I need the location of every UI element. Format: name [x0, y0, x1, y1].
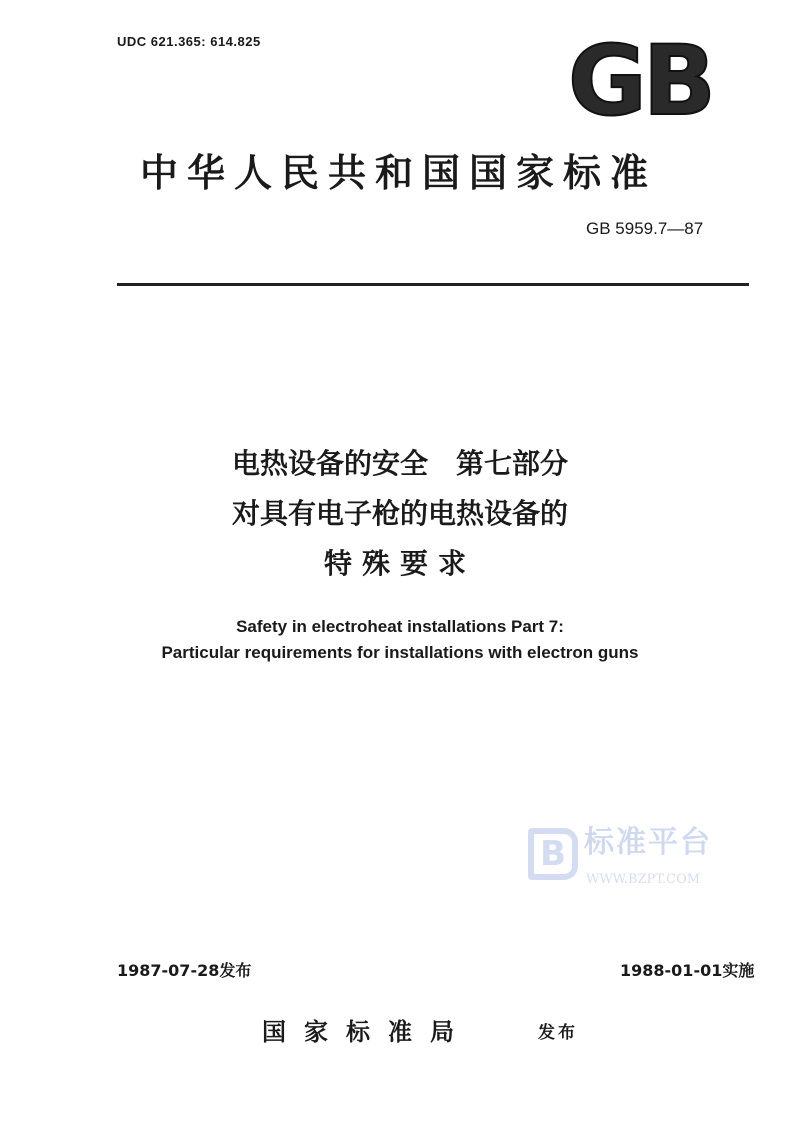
title-en-line1: Safety in electroheat installations Part 7: — [236, 617, 564, 636]
udc-code: UDC 621.365: 614.825 — [117, 34, 261, 49]
title-cn-line3: 特殊要求 — [323, 547, 476, 580]
standard-number: GB 5959.7—87 — [586, 219, 704, 238]
watermark-logo-icon: B — [528, 828, 578, 880]
publish-date: 1987-07-28发布 — [117, 961, 252, 980]
issuer-action: 发布 — [538, 1023, 578, 1043]
title-cn-line1: 电热设备的安全 第七部分 — [231, 447, 568, 480]
issuer: 国家标准局 — [262, 1017, 472, 1046]
watermark — [528, 826, 738, 896]
watermark-url: WWW.BZPT.COM — [586, 872, 701, 887]
divider — [117, 283, 749, 286]
gb-logo: GB — [568, 40, 712, 122]
effective-date: 1988-01-01实施 — [620, 961, 755, 980]
title-cn-line2: 对具有电子枪的电热设备的 — [231, 497, 568, 530]
watermark-name: 标准平台 — [584, 825, 712, 860]
national-standard-heading: 中华人民共和国国家标准 — [140, 151, 658, 195]
title-en-line2: Particular requirements for installations with electron guns — [161, 643, 639, 662]
